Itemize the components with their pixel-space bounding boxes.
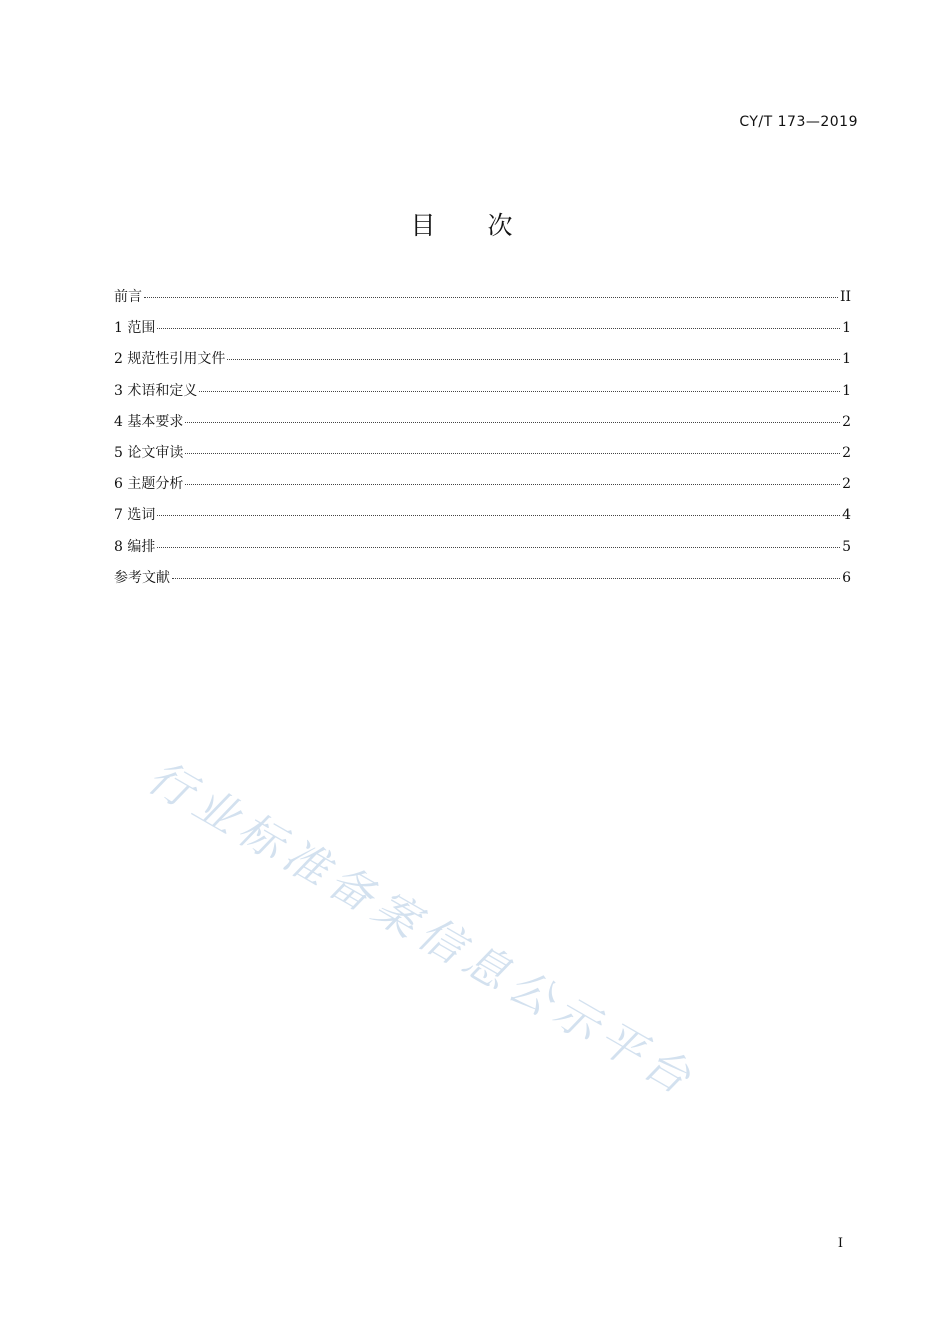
toc-entry-basic-requirements[interactable]	[114, 411, 851, 442]
toc-entry-page: 2	[842, 413, 851, 430]
toc-dot-leader	[157, 328, 840, 329]
toc-entry-label: 前言	[114, 289, 142, 305]
toc-entry-arrangement[interactable]	[114, 536, 851, 567]
toc-entry-terms-definitions[interactable]	[114, 380, 851, 411]
toc-entry-foreword[interactable]	[114, 286, 851, 317]
watermark: 行业标准备案信息公示平台	[139, 751, 705, 1108]
toc-entry-label: 7 选词	[114, 507, 156, 524]
toc-entry-label: 2 规范性引用文件	[114, 351, 226, 368]
toc-entry-label: 6 主题分析	[114, 476, 184, 493]
page-title: 目次	[410, 211, 565, 240]
toc-entry-page: 4	[842, 507, 851, 524]
toc-entry-page: 5	[842, 538, 851, 555]
toc-dot-leader	[185, 453, 840, 454]
toc-entry-paper-review[interactable]	[114, 442, 851, 473]
toc-dot-leader	[199, 391, 840, 392]
toc-dot-leader	[185, 484, 840, 485]
toc-entry-label: 8 编排	[114, 538, 156, 555]
toc-dot-leader	[172, 578, 840, 579]
toc-entry-page: 2	[842, 476, 851, 493]
toc-entry-page: II	[839, 289, 851, 305]
toc-entry-subject-analysis[interactable]	[114, 473, 851, 504]
toc-entry-normative-references[interactable]	[114, 348, 851, 379]
toc-entry-label: 参考文献	[114, 569, 170, 586]
toc-entry-label: 1 范围	[114, 320, 156, 337]
document-code: CY/T 173—2019	[739, 114, 858, 130]
toc-dot-leader	[157, 547, 840, 548]
toc-entry-bibliography[interactable]	[114, 567, 851, 598]
toc-entry-page: 2	[842, 444, 851, 461]
toc-entry-label: 3 术语和定义	[114, 382, 198, 399]
toc-entry-scope[interactable]	[114, 317, 851, 348]
toc-dot-leader	[144, 297, 838, 298]
toc-dot-leader	[157, 515, 840, 516]
toc-entry-page: 1	[842, 351, 851, 368]
toc-dot-leader	[185, 422, 840, 423]
toc-entry-page: 1	[842, 382, 851, 399]
toc-entry-label: 5 论文审读	[114, 444, 184, 461]
toc-entry-page: 1	[842, 320, 851, 337]
toc-entry-term-selection[interactable]	[114, 504, 851, 535]
page-number: I	[837, 1236, 843, 1251]
toc-dot-leader	[227, 359, 840, 360]
toc-entry-label: 4 基本要求	[114, 413, 184, 430]
toc-entry-page: 6	[842, 569, 851, 586]
table-of-contents	[114, 286, 851, 598]
